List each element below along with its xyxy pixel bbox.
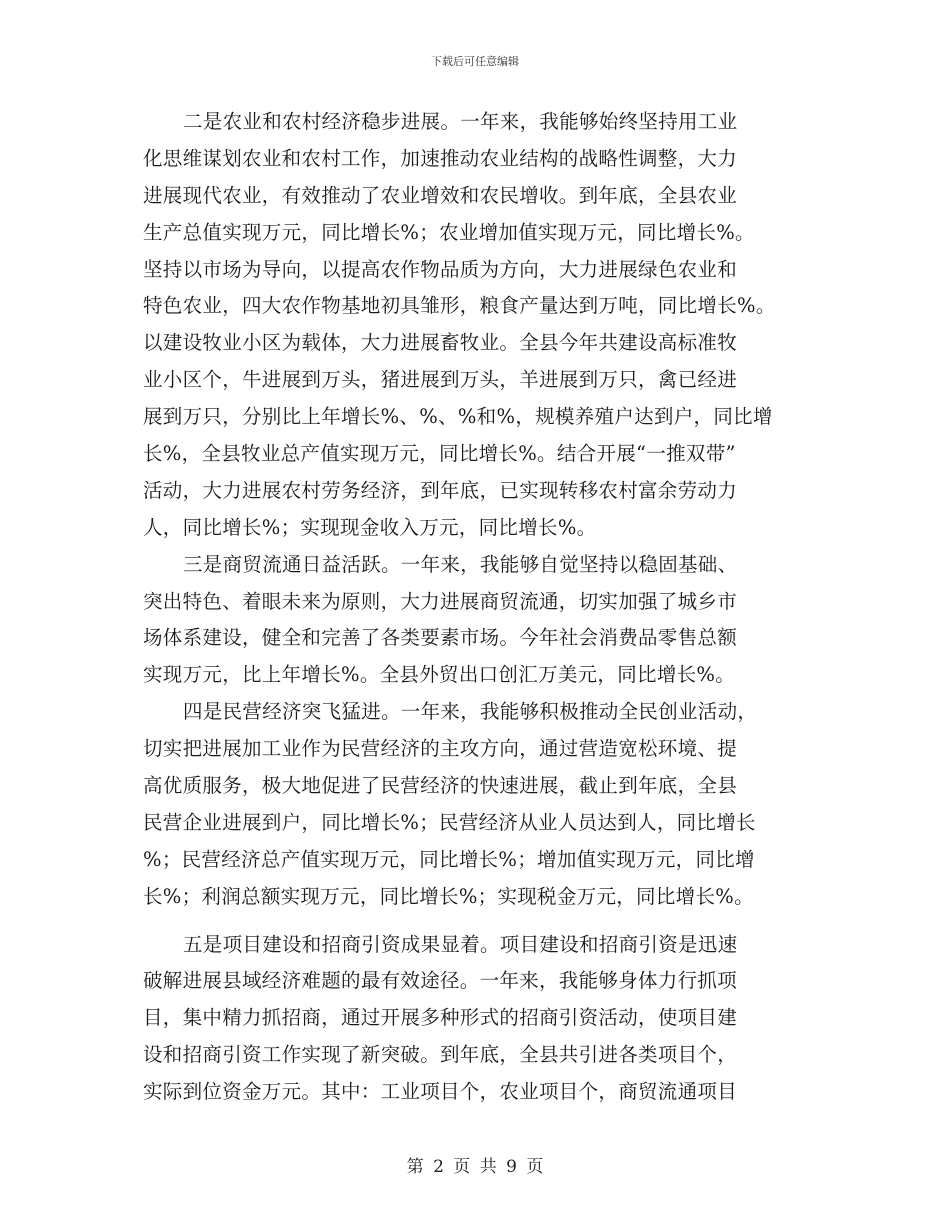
text-line: 实际到位资金万元。其中：工业项目个，农业项目个，商贸流通项目 — [143, 1080, 738, 1104]
text-line: 三是商贸流通日益活跃。一年来，我能够自觉坚持以稳固基础、 — [183, 552, 738, 576]
paragraph-private-economy — [143, 694, 823, 915]
text-line: 生产总值实现万元，同比增长%；农业增加值实现万元，同比增长%。 — [143, 220, 755, 244]
page-number-footer: 第 2 页 共 9 页 — [406, 1157, 544, 1177]
text-line: 以建设牧业小区为载体，大力进展畜牧业。全县今年共建设高标准牧 — [143, 331, 738, 355]
text-line: 四是民营经济突飞猛进。一年来，我能够积极推动全民创业活动， — [183, 700, 758, 724]
text-line: 破解进展县域经济难题的最有效途径。一年来，我能够身体力行抓项 — [143, 969, 738, 993]
text-line: 设和招商引资工作实现了新突破。到年底，全县共引进各类项目个， — [143, 1043, 738, 1067]
text-line: 突出特色、着眼未来为原则，大力进展商贸流通，切实加强了城乡市 — [143, 589, 738, 613]
text-line: 二是农业和农村经济稳步进展。一年来，我能够始终坚持用工业 — [183, 110, 738, 133]
text-line: 活动，大力进展农村劳务经济，到年底，已实现转移农村富余劳动力 — [143, 478, 738, 502]
text-line: 坚持以市场为导向，以提高农作物品质为方向，大力进展绿色农业和 — [143, 257, 738, 281]
text-line: 实现万元，比上年增长%。全县外贸出口创汇万美元，同比增长%。 — [143, 663, 736, 687]
text-line: 目，集中精力抓招商，通过开展多种形式的招商引资活动，使项目建 — [143, 1006, 738, 1030]
text-line: 切实把进展加工业作为民营经济的主攻方向，通过营造宽松环境、提 — [143, 737, 738, 761]
text-line: %；民营经济总产值实现万元，同比增长%；增加值实现万元，同比增 — [143, 847, 755, 871]
page-header: 下载后可任意编辑 — [431, 55, 519, 68]
paragraph-investment — [143, 927, 823, 1111]
text-line: 长%，全县牧业总产值实现万元，同比增长%。结合开展“一推双带” — [143, 442, 736, 466]
document-body — [143, 104, 823, 1111]
text-line: 人，同比增长%；实现现金收入万元，同比增长%。 — [143, 515, 597, 539]
text-line: 进展现代农业，有效推动了农业增效和农民增收。到年底，全县农业 — [143, 183, 738, 207]
text-line: 展到万只，分别比上年增长%、%、%和%，规模养殖户达到户，同比增 — [143, 405, 773, 429]
paragraph-commerce — [143, 547, 823, 695]
text-line: 业小区个，牛进展到万头，猪进展到万头，羊进展到万只，禽已经进 — [143, 368, 738, 392]
text-line: 高优质服务，极大地促进了民营经济的快速进展，截止到年底，全县 — [143, 774, 738, 798]
text-line: 长%；利润总额实现万元，同比增长%；实现税金万元，同比增长%。 — [143, 884, 754, 908]
text-line: 民营企业进展到户，同比增长%；民营经济从业人员达到人，同比增长 — [143, 810, 756, 834]
text-line: 五是项目建设和招商引资成果显着。项目建设和招商引资是迅速 — [183, 932, 738, 956]
paragraph-gap — [143, 916, 823, 927]
text-line: 特色农业，四大农作物基地初具雏形，粮食产量达到万吨，同比增长%。 — [143, 294, 776, 318]
text-line: 化思维谋划农业和农村工作，加速推动农业结构的战略性调整，大力 — [143, 146, 738, 170]
paragraph-agriculture — [143, 104, 823, 547]
text-line: 场体系建设，健全和完善了各类要素市场。今年社会消费品零售总额 — [143, 626, 738, 650]
